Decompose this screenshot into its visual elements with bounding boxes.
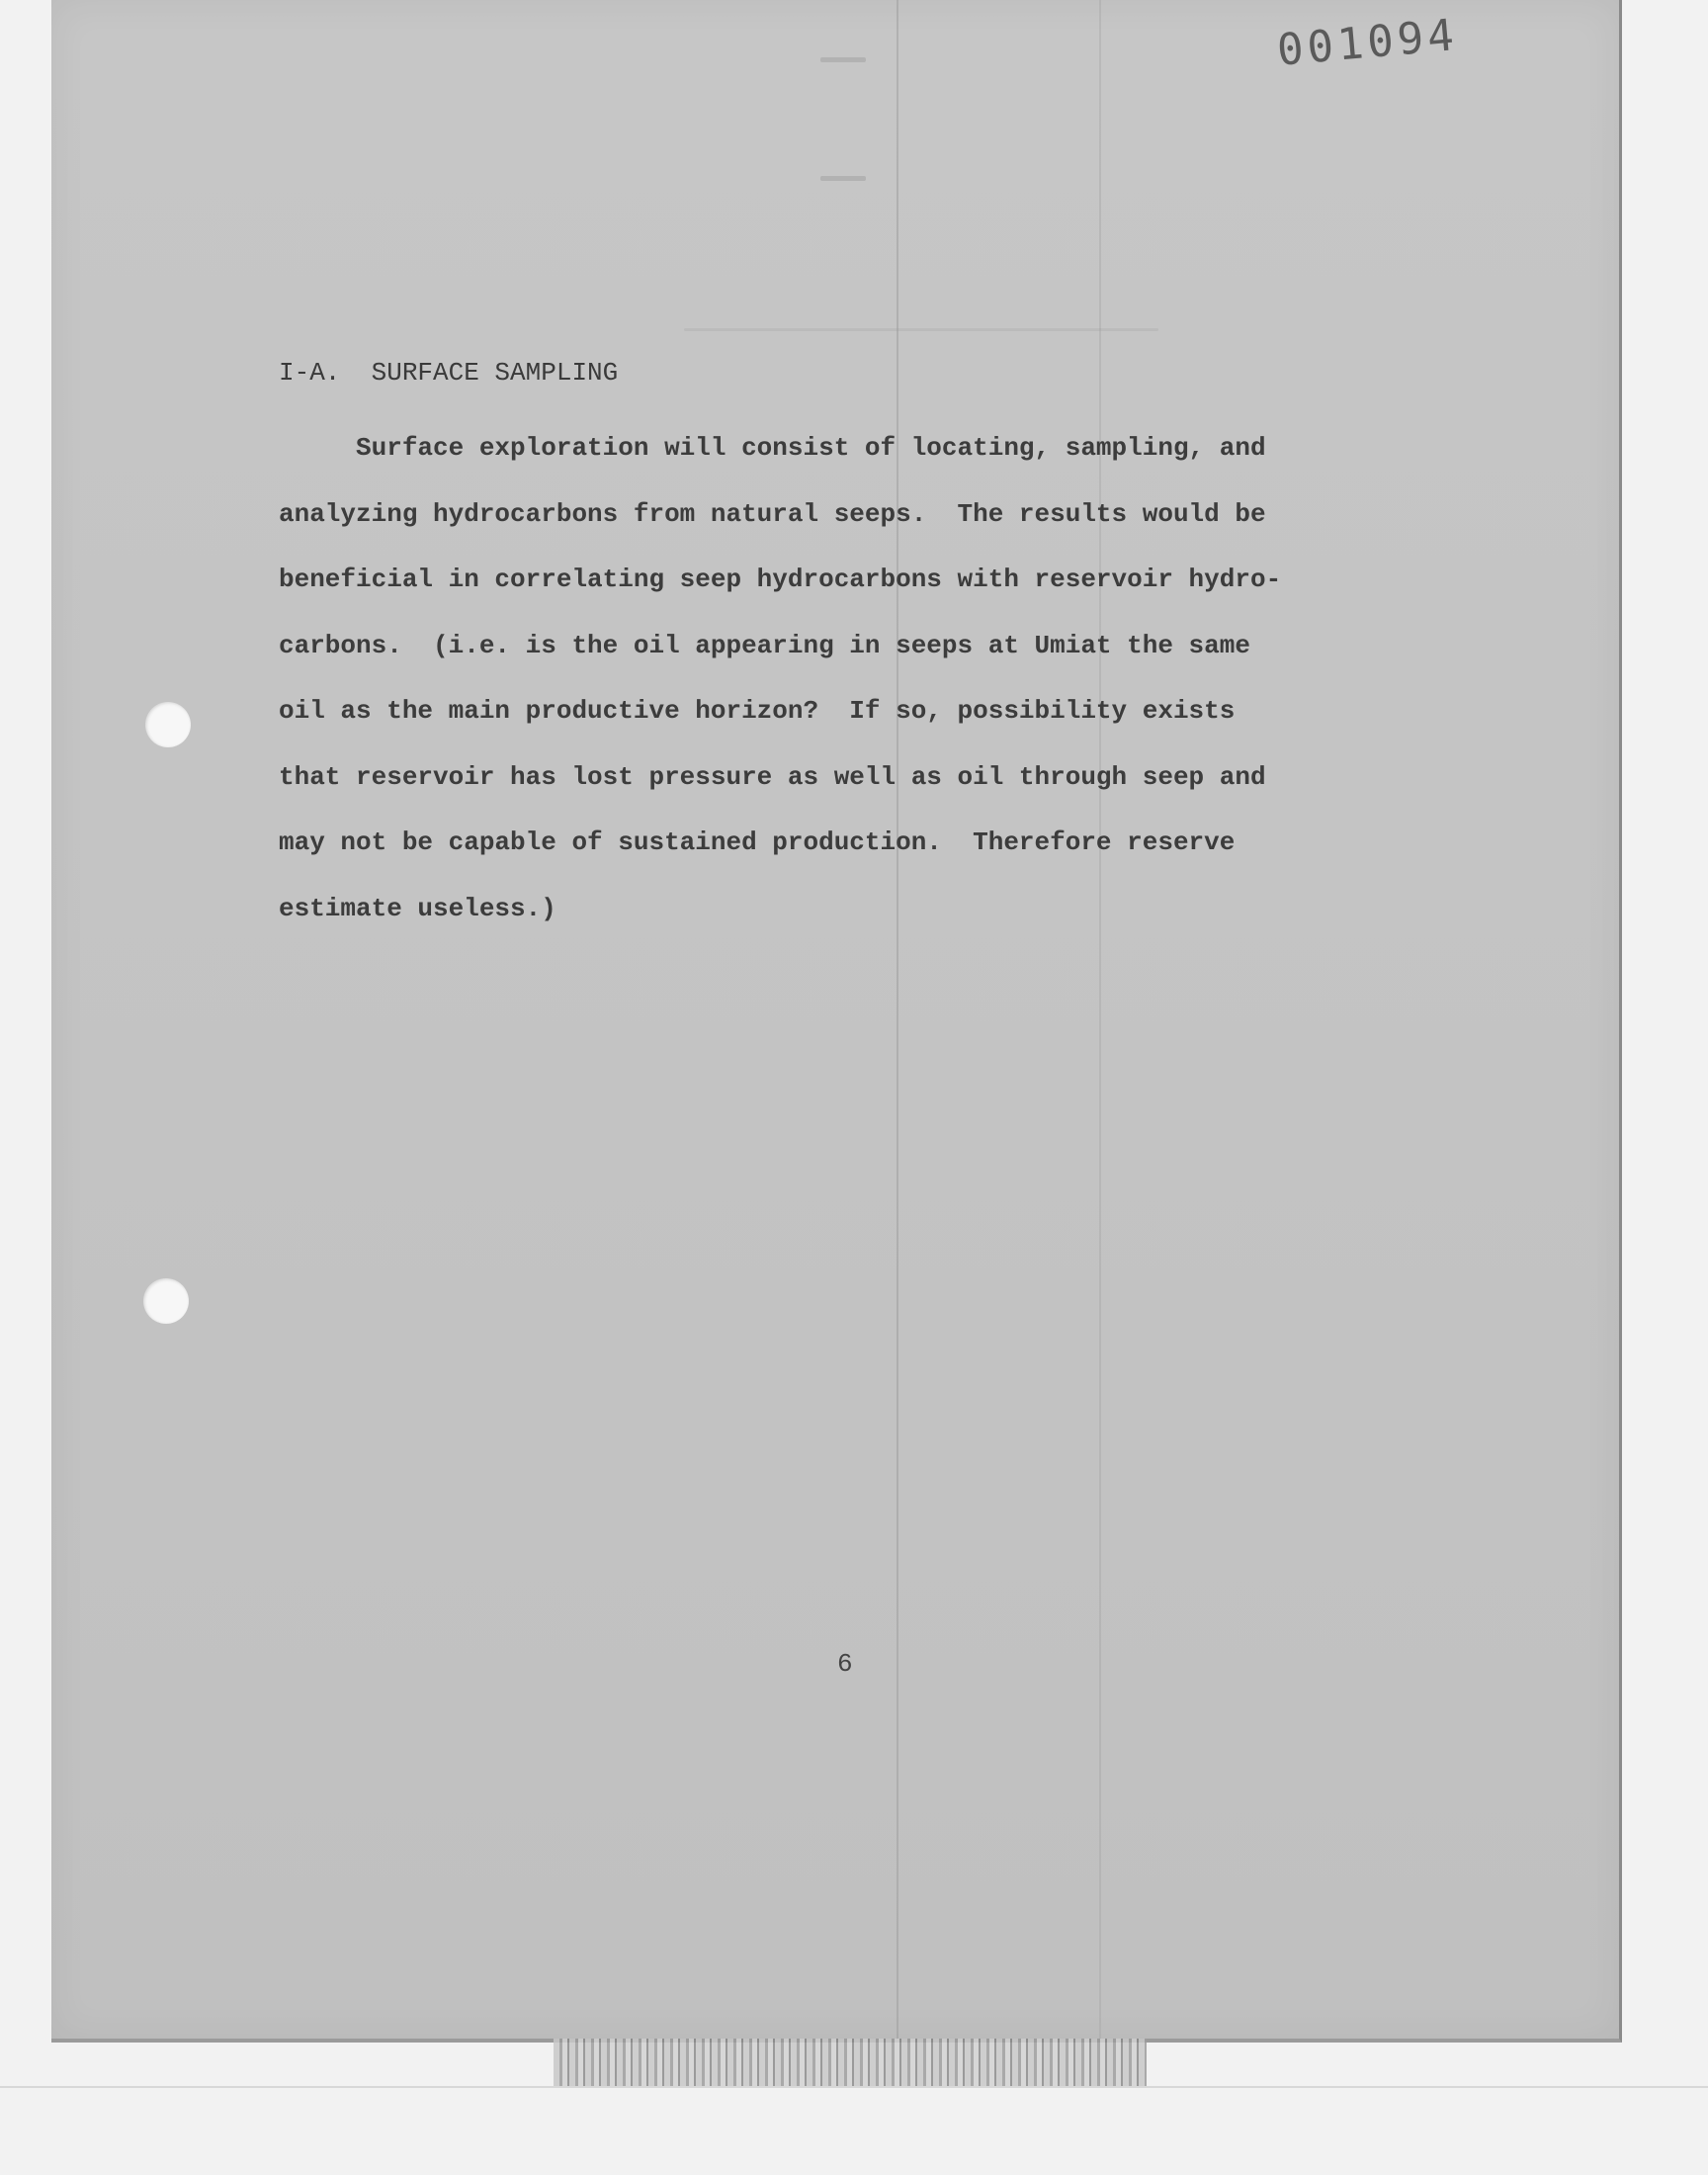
bleed-through-mark bbox=[684, 328, 1158, 331]
page-number: 6 bbox=[837, 1649, 853, 1679]
body-line: that reservoir has lost pressure as well as oil through seep and bbox=[279, 761, 1266, 792]
body-line: estimate useless.) bbox=[279, 893, 556, 923]
body-line: Surface exploration will consist of locating, sampling, and bbox=[279, 433, 1266, 463]
scan-edge-line bbox=[0, 2086, 1708, 2088]
body-line: beneficial in correlating seep hydrocarbons with reservoir hydro- bbox=[279, 565, 1282, 594]
body-line: carbons. (i.e. is the oil appearing in seeps at Umiat the same bbox=[279, 630, 1250, 660]
section-heading: I-A. SURFACE SAMPLING bbox=[279, 358, 619, 388]
body-line: may not be capable of sustained production. Therefore reserve bbox=[279, 827, 1236, 857]
bleed-through-mark bbox=[820, 176, 866, 181]
punch-hole bbox=[145, 702, 191, 747]
scanner-streaks bbox=[554, 2039, 1147, 2086]
fold-line bbox=[1099, 0, 1101, 2039]
scanned-page bbox=[51, 0, 1622, 2043]
punch-hole bbox=[143, 1278, 189, 1324]
document-number: 001094 bbox=[1275, 10, 1460, 76]
bleed-through-mark bbox=[820, 57, 866, 62]
body-line: oil as the main productive horizon? If so, possibility exists bbox=[279, 696, 1236, 726]
body-line: analyzing hydrocarbons from natural seeps. The results would be bbox=[279, 498, 1266, 529]
fold-line bbox=[897, 0, 898, 2039]
body-paragraph bbox=[279, 415, 1386, 941]
